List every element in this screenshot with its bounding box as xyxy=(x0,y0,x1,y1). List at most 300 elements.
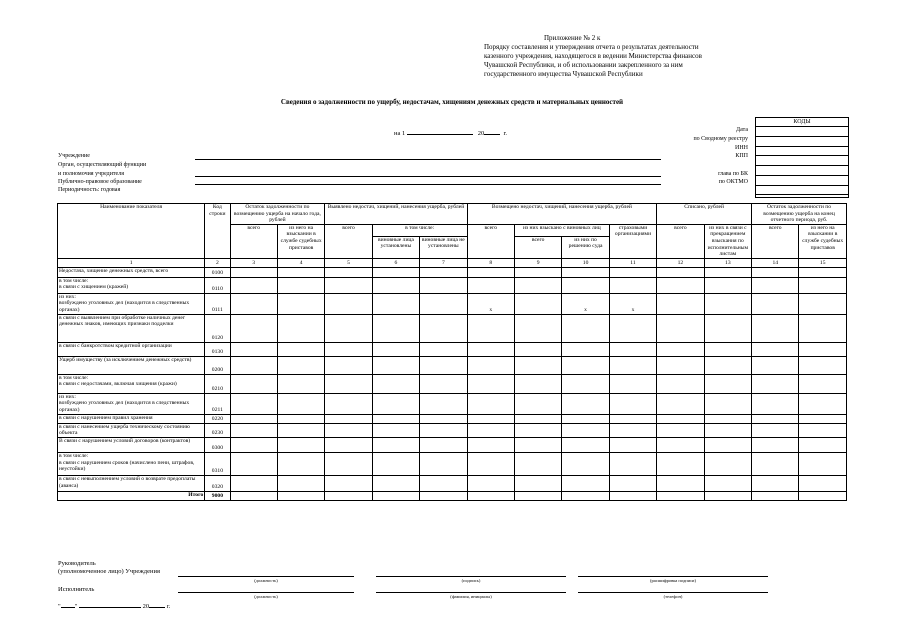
data-cell[interactable] xyxy=(514,374,561,393)
data-cell[interactable] xyxy=(372,423,419,437)
data-cell[interactable] xyxy=(325,414,372,423)
data-cell[interactable] xyxy=(514,437,561,452)
column-number: 4 xyxy=(277,258,324,267)
header-closing-total: всего xyxy=(752,224,799,258)
table-body xyxy=(58,267,847,500)
column-number: 13 xyxy=(704,258,751,267)
data-cell[interactable] xyxy=(230,293,277,314)
column-number: 15 xyxy=(799,258,847,267)
data-cell[interactable] xyxy=(467,356,514,374)
data-cell[interactable] xyxy=(420,475,467,491)
data-cell[interactable] xyxy=(609,314,656,342)
data-cell[interactable] xyxy=(420,437,467,452)
data-cell[interactable] xyxy=(752,293,799,314)
table-row xyxy=(58,437,847,452)
column-number: 9 xyxy=(514,258,561,267)
row-name: в связи с нанесением ущерба техническому состоянию объекта xyxy=(58,423,205,437)
data-cell[interactable] xyxy=(420,277,467,293)
data-cell[interactable] xyxy=(562,267,609,277)
row-code: 0130 xyxy=(205,342,230,356)
data-cell[interactable] xyxy=(752,374,799,393)
data-cell[interactable] xyxy=(514,475,561,491)
row-name: в связи с невыполнением условий о возврате предоплаты (аванса) xyxy=(58,475,205,491)
column-number: 3 xyxy=(230,258,277,267)
data-cell[interactable] xyxy=(420,356,467,374)
data-cell[interactable] xyxy=(467,374,514,393)
codes-label-date: Дата xyxy=(736,127,748,133)
data-cell[interactable] xyxy=(799,342,847,356)
caption-full-name: (фамилия, инициалы) xyxy=(450,594,492,599)
code-cell-empty[interactable] xyxy=(756,166,848,176)
row-name: в том числе: в связи с хищением (кражей) xyxy=(58,277,205,293)
data-cell[interactable] xyxy=(799,452,847,475)
data-cell[interactable] xyxy=(657,437,704,452)
data-cell[interactable] xyxy=(420,393,467,414)
data-cell[interactable] xyxy=(372,393,419,414)
data-cell[interactable] xyxy=(799,374,847,393)
code-cell-date[interactable] xyxy=(756,127,848,137)
date-year-prefix: 20 xyxy=(477,130,485,137)
head-signature-field[interactable] xyxy=(376,576,566,577)
data-cell[interactable] xyxy=(325,342,372,356)
caption-position: (должность) xyxy=(254,578,278,583)
data-cell[interactable] xyxy=(230,342,277,356)
data-cell[interactable] xyxy=(277,437,324,452)
data-cell[interactable] xyxy=(799,393,847,414)
signature-day-field[interactable] xyxy=(61,601,75,608)
row-name: в связи с выявлением при обработке наличных денег денежных знаков, имеющих признаки подделки xyxy=(58,314,205,342)
table-row xyxy=(58,314,847,342)
data-cell[interactable] xyxy=(277,475,324,491)
row-code: 0100 xyxy=(205,267,230,277)
data-cell[interactable] xyxy=(230,414,277,423)
header-opening-total: всего xyxy=(230,224,277,258)
data-cell[interactable] xyxy=(420,452,467,475)
data-cell[interactable] xyxy=(752,393,799,414)
table-row xyxy=(58,293,847,314)
data-cell[interactable] xyxy=(372,314,419,342)
data-cell[interactable] xyxy=(514,356,561,374)
data-cell[interactable] xyxy=(467,277,514,293)
data-cell[interactable] xyxy=(752,267,799,277)
header-closing-balance: Остаток задолженности по возмещению ущерба на конец отчетного периода, руб. xyxy=(752,204,847,225)
data-cell[interactable] xyxy=(372,293,419,314)
data-cell[interactable] xyxy=(799,314,847,342)
data-cell[interactable] xyxy=(277,293,324,314)
data-cell[interactable] xyxy=(799,356,847,374)
code-cell-empty[interactable] xyxy=(756,176,848,186)
data-cell[interactable] xyxy=(277,277,324,293)
data-cell[interactable] xyxy=(562,437,609,452)
header-recovered-insurance: страховыми организациями xyxy=(609,224,656,258)
signature-date xyxy=(58,601,170,611)
label-founder-1: Орган, осуществляющий функции xyxy=(58,162,147,168)
data-cell[interactable] xyxy=(704,374,751,393)
data-cell[interactable] xyxy=(704,356,751,374)
header-written-off-terminated: из них в связи с прекращением взыскания по исполнительным листам xyxy=(704,224,751,258)
row-code: 0320 xyxy=(205,475,230,491)
row-code: 0300 xyxy=(205,437,230,452)
data-cell[interactable] xyxy=(704,314,751,342)
header-culprits-established: виновные лица установлены xyxy=(372,236,419,258)
column-number: 1 xyxy=(58,258,205,267)
data-cell[interactable] xyxy=(752,314,799,342)
appendix-line: Порядку составления и утверждения отчета о результатах деятельности xyxy=(484,43,699,51)
row-name: Ущерб имуществу (за исключением денежных средств) xyxy=(58,356,205,374)
signature-year-field[interactable] xyxy=(149,601,165,608)
data-cell[interactable] xyxy=(325,423,372,437)
executor-label: Исполнитель xyxy=(58,586,95,593)
header-opening-balance: Остаток задолженности по возмещению ущерба на начало года, рублей xyxy=(230,204,325,225)
row-code: 0111 xyxy=(205,293,230,314)
data-cell[interactable] xyxy=(609,423,656,437)
data-cell[interactable] xyxy=(562,423,609,437)
data-cell[interactable] xyxy=(325,356,372,374)
table-row xyxy=(58,393,847,414)
table-row xyxy=(58,342,847,356)
header-detected-including: в том числе: xyxy=(372,224,467,236)
data-cell[interactable] xyxy=(372,452,419,475)
codes-header: КОДЫ xyxy=(755,117,849,127)
debt-table xyxy=(57,203,847,501)
data-cell[interactable]: x xyxy=(609,293,656,314)
total-cell[interactable] xyxy=(230,491,277,500)
executor-name-field[interactable] xyxy=(376,592,566,593)
data-cell[interactable] xyxy=(799,414,847,423)
data-cell[interactable] xyxy=(467,437,514,452)
data-cell[interactable] xyxy=(230,356,277,374)
table-row xyxy=(58,374,847,393)
data-cell[interactable] xyxy=(799,293,847,314)
caption-position: (должность) xyxy=(254,594,278,599)
data-cell[interactable] xyxy=(230,423,277,437)
column-number: 2 xyxy=(205,258,230,267)
date-quote: " xyxy=(58,603,61,610)
data-cell[interactable]: x xyxy=(562,293,609,314)
data-cell[interactable] xyxy=(609,374,656,393)
row-code: 0120 xyxy=(205,314,230,342)
data-cell[interactable] xyxy=(562,342,609,356)
total-cell[interactable] xyxy=(752,491,799,500)
data-cell[interactable] xyxy=(799,475,847,491)
date-day-month-field[interactable] xyxy=(407,128,473,135)
data-cell[interactable] xyxy=(562,475,609,491)
head-label-1: Руководитель xyxy=(58,560,96,567)
public-entity-field[interactable] xyxy=(195,184,661,185)
data-cell[interactable] xyxy=(420,423,467,437)
date-year-field[interactable] xyxy=(484,128,500,135)
data-cell[interactable] xyxy=(230,277,277,293)
data-cell[interactable] xyxy=(562,356,609,374)
data-cell[interactable] xyxy=(230,393,277,414)
data-cell[interactable] xyxy=(277,314,324,342)
data-cell[interactable] xyxy=(277,393,324,414)
data-cell[interactable] xyxy=(277,374,324,393)
data-cell[interactable] xyxy=(372,374,419,393)
total-cell[interactable] xyxy=(277,491,324,500)
caption-signature: (подпись) xyxy=(461,578,481,583)
total-cell[interactable] xyxy=(325,491,372,500)
founder-field[interactable] xyxy=(195,176,661,177)
data-cell[interactable] xyxy=(562,374,609,393)
data-cell[interactable] xyxy=(704,475,751,491)
data-cell[interactable] xyxy=(325,452,372,475)
data-cell[interactable] xyxy=(467,475,514,491)
data-cell[interactable] xyxy=(799,423,847,437)
data-cell[interactable] xyxy=(372,437,419,452)
row-name: В связи с нарушением условий договоров (контрактов) xyxy=(58,437,205,452)
header-recovered: Возмещено недостач, хищений, нанесения ущерба, рублей xyxy=(467,204,657,225)
data-cell[interactable]: x xyxy=(467,293,514,314)
codes-label-oktmo: по ОКТМО xyxy=(718,179,748,185)
column-number: 5 xyxy=(325,258,372,267)
row-code: 0230 xyxy=(205,423,230,437)
data-cell[interactable] xyxy=(325,437,372,452)
total-cell[interactable] xyxy=(372,491,419,500)
data-cell[interactable] xyxy=(609,452,656,475)
data-cell[interactable] xyxy=(325,393,372,414)
data-cell[interactable] xyxy=(609,356,656,374)
total-cell[interactable] xyxy=(420,491,467,500)
data-cell[interactable] xyxy=(420,314,467,342)
data-cell[interactable] xyxy=(704,423,751,437)
data-cell[interactable] xyxy=(609,393,656,414)
header-closing-bailiffs: из него на взыскании в службе судебных приставов xyxy=(799,224,847,258)
data-cell[interactable] xyxy=(562,314,609,342)
executor-position-field[interactable] xyxy=(178,592,354,593)
data-cell[interactable] xyxy=(657,475,704,491)
header-recovered-total: всего xyxy=(467,224,514,258)
data-cell[interactable] xyxy=(657,314,704,342)
data-cell[interactable] xyxy=(467,393,514,414)
total-label: Итого xyxy=(58,491,205,500)
data-cell[interactable] xyxy=(657,452,704,475)
label-institution: Учреждение xyxy=(58,153,90,159)
table-row xyxy=(58,452,847,475)
data-cell[interactable] xyxy=(277,452,324,475)
data-cell[interactable] xyxy=(325,374,372,393)
data-cell[interactable] xyxy=(799,267,847,277)
data-cell[interactable] xyxy=(752,437,799,452)
data-cell[interactable] xyxy=(657,277,704,293)
data-cell[interactable] xyxy=(372,475,419,491)
column-number: 8 xyxy=(467,258,514,267)
data-cell[interactable] xyxy=(799,277,847,293)
row-code: 0210 xyxy=(205,374,230,393)
label-periodicity: Периодичность: годовая xyxy=(58,187,121,193)
data-cell[interactable] xyxy=(372,356,419,374)
data-cell[interactable] xyxy=(657,356,704,374)
data-cell[interactable] xyxy=(752,423,799,437)
row-code: 0110 xyxy=(205,277,230,293)
data-cell[interactable] xyxy=(230,267,277,277)
data-cell[interactable] xyxy=(609,267,656,277)
data-cell[interactable] xyxy=(799,437,847,452)
data-cell[interactable] xyxy=(514,342,561,356)
date-suffix: г. xyxy=(503,130,508,137)
header-indicator-name: Наименование показателя xyxy=(58,204,205,259)
codes-label-inn: ИНН xyxy=(735,145,748,151)
data-cell[interactable] xyxy=(277,423,324,437)
header-detected: Выявлено недостач, хищений, нанесения ущерба, рублей xyxy=(325,204,467,225)
column-number: 14 xyxy=(752,258,799,267)
data-cell[interactable] xyxy=(657,342,704,356)
column-number: 10 xyxy=(562,258,609,267)
data-cell[interactable] xyxy=(467,414,514,423)
data-cell[interactable] xyxy=(325,314,372,342)
data-cell[interactable] xyxy=(325,475,372,491)
table-row xyxy=(58,267,847,277)
code-cell-kpp[interactable] xyxy=(756,156,848,166)
data-cell[interactable] xyxy=(230,437,277,452)
row-code: 0310 xyxy=(205,452,230,475)
data-cell[interactable] xyxy=(752,414,799,423)
data-cell[interactable] xyxy=(372,277,419,293)
total-cell[interactable] xyxy=(799,491,847,500)
data-cell[interactable] xyxy=(562,414,609,423)
data-cell[interactable] xyxy=(704,293,751,314)
appendix-line: казенного учреждения, находящегося в ведении Министерства финансов xyxy=(484,52,702,60)
data-cell[interactable] xyxy=(372,267,419,277)
data-cell[interactable] xyxy=(704,414,751,423)
header-recovered-culprits-total: всего xyxy=(514,236,561,258)
data-cell[interactable] xyxy=(704,437,751,452)
row-code: 0200 xyxy=(205,356,230,374)
column-number: 11 xyxy=(609,258,656,267)
data-cell[interactable] xyxy=(609,475,656,491)
row-name: в связи с банкротством кредитной организации xyxy=(58,342,205,356)
data-cell[interactable] xyxy=(325,293,372,314)
data-cell[interactable] xyxy=(752,342,799,356)
total-cell[interactable] xyxy=(609,491,656,500)
data-cell[interactable] xyxy=(562,277,609,293)
data-cell[interactable] xyxy=(514,393,561,414)
data-cell[interactable] xyxy=(277,414,324,423)
total-cell[interactable] xyxy=(704,491,751,500)
header-culprits-not-established: виновные лица не установлены xyxy=(420,236,467,258)
data-cell[interactable] xyxy=(514,293,561,314)
data-cell[interactable] xyxy=(657,374,704,393)
head-name-field[interactable] xyxy=(578,576,768,577)
data-cell[interactable] xyxy=(372,414,419,423)
data-cell[interactable] xyxy=(657,393,704,414)
data-cell[interactable] xyxy=(609,342,656,356)
column-number: 6 xyxy=(372,258,419,267)
total-cell[interactable] xyxy=(514,491,561,500)
data-cell[interactable] xyxy=(277,342,324,356)
data-cell[interactable] xyxy=(230,374,277,393)
data-cell[interactable] xyxy=(230,475,277,491)
data-cell[interactable] xyxy=(609,437,656,452)
data-cell[interactable] xyxy=(752,452,799,475)
row-code: 0211 xyxy=(205,393,230,414)
date-quote: " xyxy=(74,603,78,610)
data-cell[interactable] xyxy=(657,293,704,314)
appendix-line1: Приложение № 2 к xyxy=(544,34,601,42)
data-cell[interactable] xyxy=(704,267,751,277)
data-cell[interactable] xyxy=(230,452,277,475)
data-cell[interactable] xyxy=(420,374,467,393)
table-row xyxy=(58,414,847,423)
table-row xyxy=(58,475,847,491)
head-position-field[interactable] xyxy=(178,576,354,577)
institution-field[interactable] xyxy=(195,159,661,160)
table-row xyxy=(58,277,847,293)
data-cell[interactable] xyxy=(514,414,561,423)
data-cell[interactable] xyxy=(657,423,704,437)
data-cell[interactable] xyxy=(277,356,324,374)
total-cell[interactable] xyxy=(657,491,704,500)
codes-label-bk: глава по БК xyxy=(718,171,748,177)
data-cell[interactable] xyxy=(704,342,751,356)
data-cell[interactable] xyxy=(325,277,372,293)
data-cell[interactable] xyxy=(752,356,799,374)
row-code: 0220 xyxy=(205,414,230,423)
data-cell[interactable] xyxy=(704,277,751,293)
data-cell[interactable] xyxy=(420,414,467,423)
codes-box xyxy=(755,126,849,198)
appendix-line: Чувашской Республики, и об использовании закрепленного за ним xyxy=(484,61,683,69)
data-cell[interactable] xyxy=(752,475,799,491)
data-cell[interactable] xyxy=(467,267,514,277)
data-cell[interactable] xyxy=(704,452,751,475)
data-cell[interactable] xyxy=(467,342,514,356)
total-cell[interactable] xyxy=(562,491,609,500)
data-cell[interactable] xyxy=(514,423,561,437)
row-name: Недостача, хищение денежных средств, всего xyxy=(58,267,205,277)
total-code: 9000 xyxy=(205,491,230,500)
data-cell[interactable] xyxy=(372,342,419,356)
data-cell[interactable] xyxy=(514,277,561,293)
column-number: 12 xyxy=(657,258,704,267)
data-cell[interactable] xyxy=(420,342,467,356)
data-cell[interactable] xyxy=(514,314,561,342)
caption-signature-decoding: (расшифровка подписи) xyxy=(650,578,696,583)
data-cell[interactable] xyxy=(420,293,467,314)
codes-label-registry: по Сводному реестру xyxy=(693,136,748,142)
code-cell-inn[interactable] xyxy=(756,147,848,157)
code-cell-bk[interactable] xyxy=(756,186,848,196)
data-cell[interactable] xyxy=(230,314,277,342)
data-cell[interactable] xyxy=(562,393,609,414)
data-cell[interactable] xyxy=(277,267,324,277)
data-cell[interactable] xyxy=(514,267,561,277)
data-cell[interactable] xyxy=(325,267,372,277)
row-name: в том числе: в связи с недостачами, включая хищения (кражи) xyxy=(58,374,205,393)
data-cell[interactable] xyxy=(609,414,656,423)
head-label-2: (уполномоченное лицо) Учреждения xyxy=(58,568,160,575)
header-recovered-from-culprits: из них взыскано с виновных лиц xyxy=(514,224,609,236)
data-cell[interactable] xyxy=(467,452,514,475)
data-cell[interactable] xyxy=(514,452,561,475)
data-cell[interactable] xyxy=(562,452,609,475)
data-cell[interactable] xyxy=(657,414,704,423)
code-cell-registry[interactable] xyxy=(756,137,848,147)
total-cell[interactable] xyxy=(467,491,514,500)
signature-month-field[interactable] xyxy=(79,601,141,608)
total-row xyxy=(58,491,847,500)
header-detected-total: всего xyxy=(325,224,372,258)
data-cell[interactable] xyxy=(467,423,514,437)
data-cell[interactable] xyxy=(467,314,514,342)
data-cell[interactable] xyxy=(704,393,751,414)
data-cell[interactable] xyxy=(657,267,704,277)
data-cell[interactable] xyxy=(752,277,799,293)
data-cell[interactable] xyxy=(420,267,467,277)
executor-phone-field[interactable] xyxy=(578,592,768,593)
data-cell[interactable] xyxy=(609,277,656,293)
appendix-line: государственного имущества Чувашской Республики xyxy=(484,70,643,78)
